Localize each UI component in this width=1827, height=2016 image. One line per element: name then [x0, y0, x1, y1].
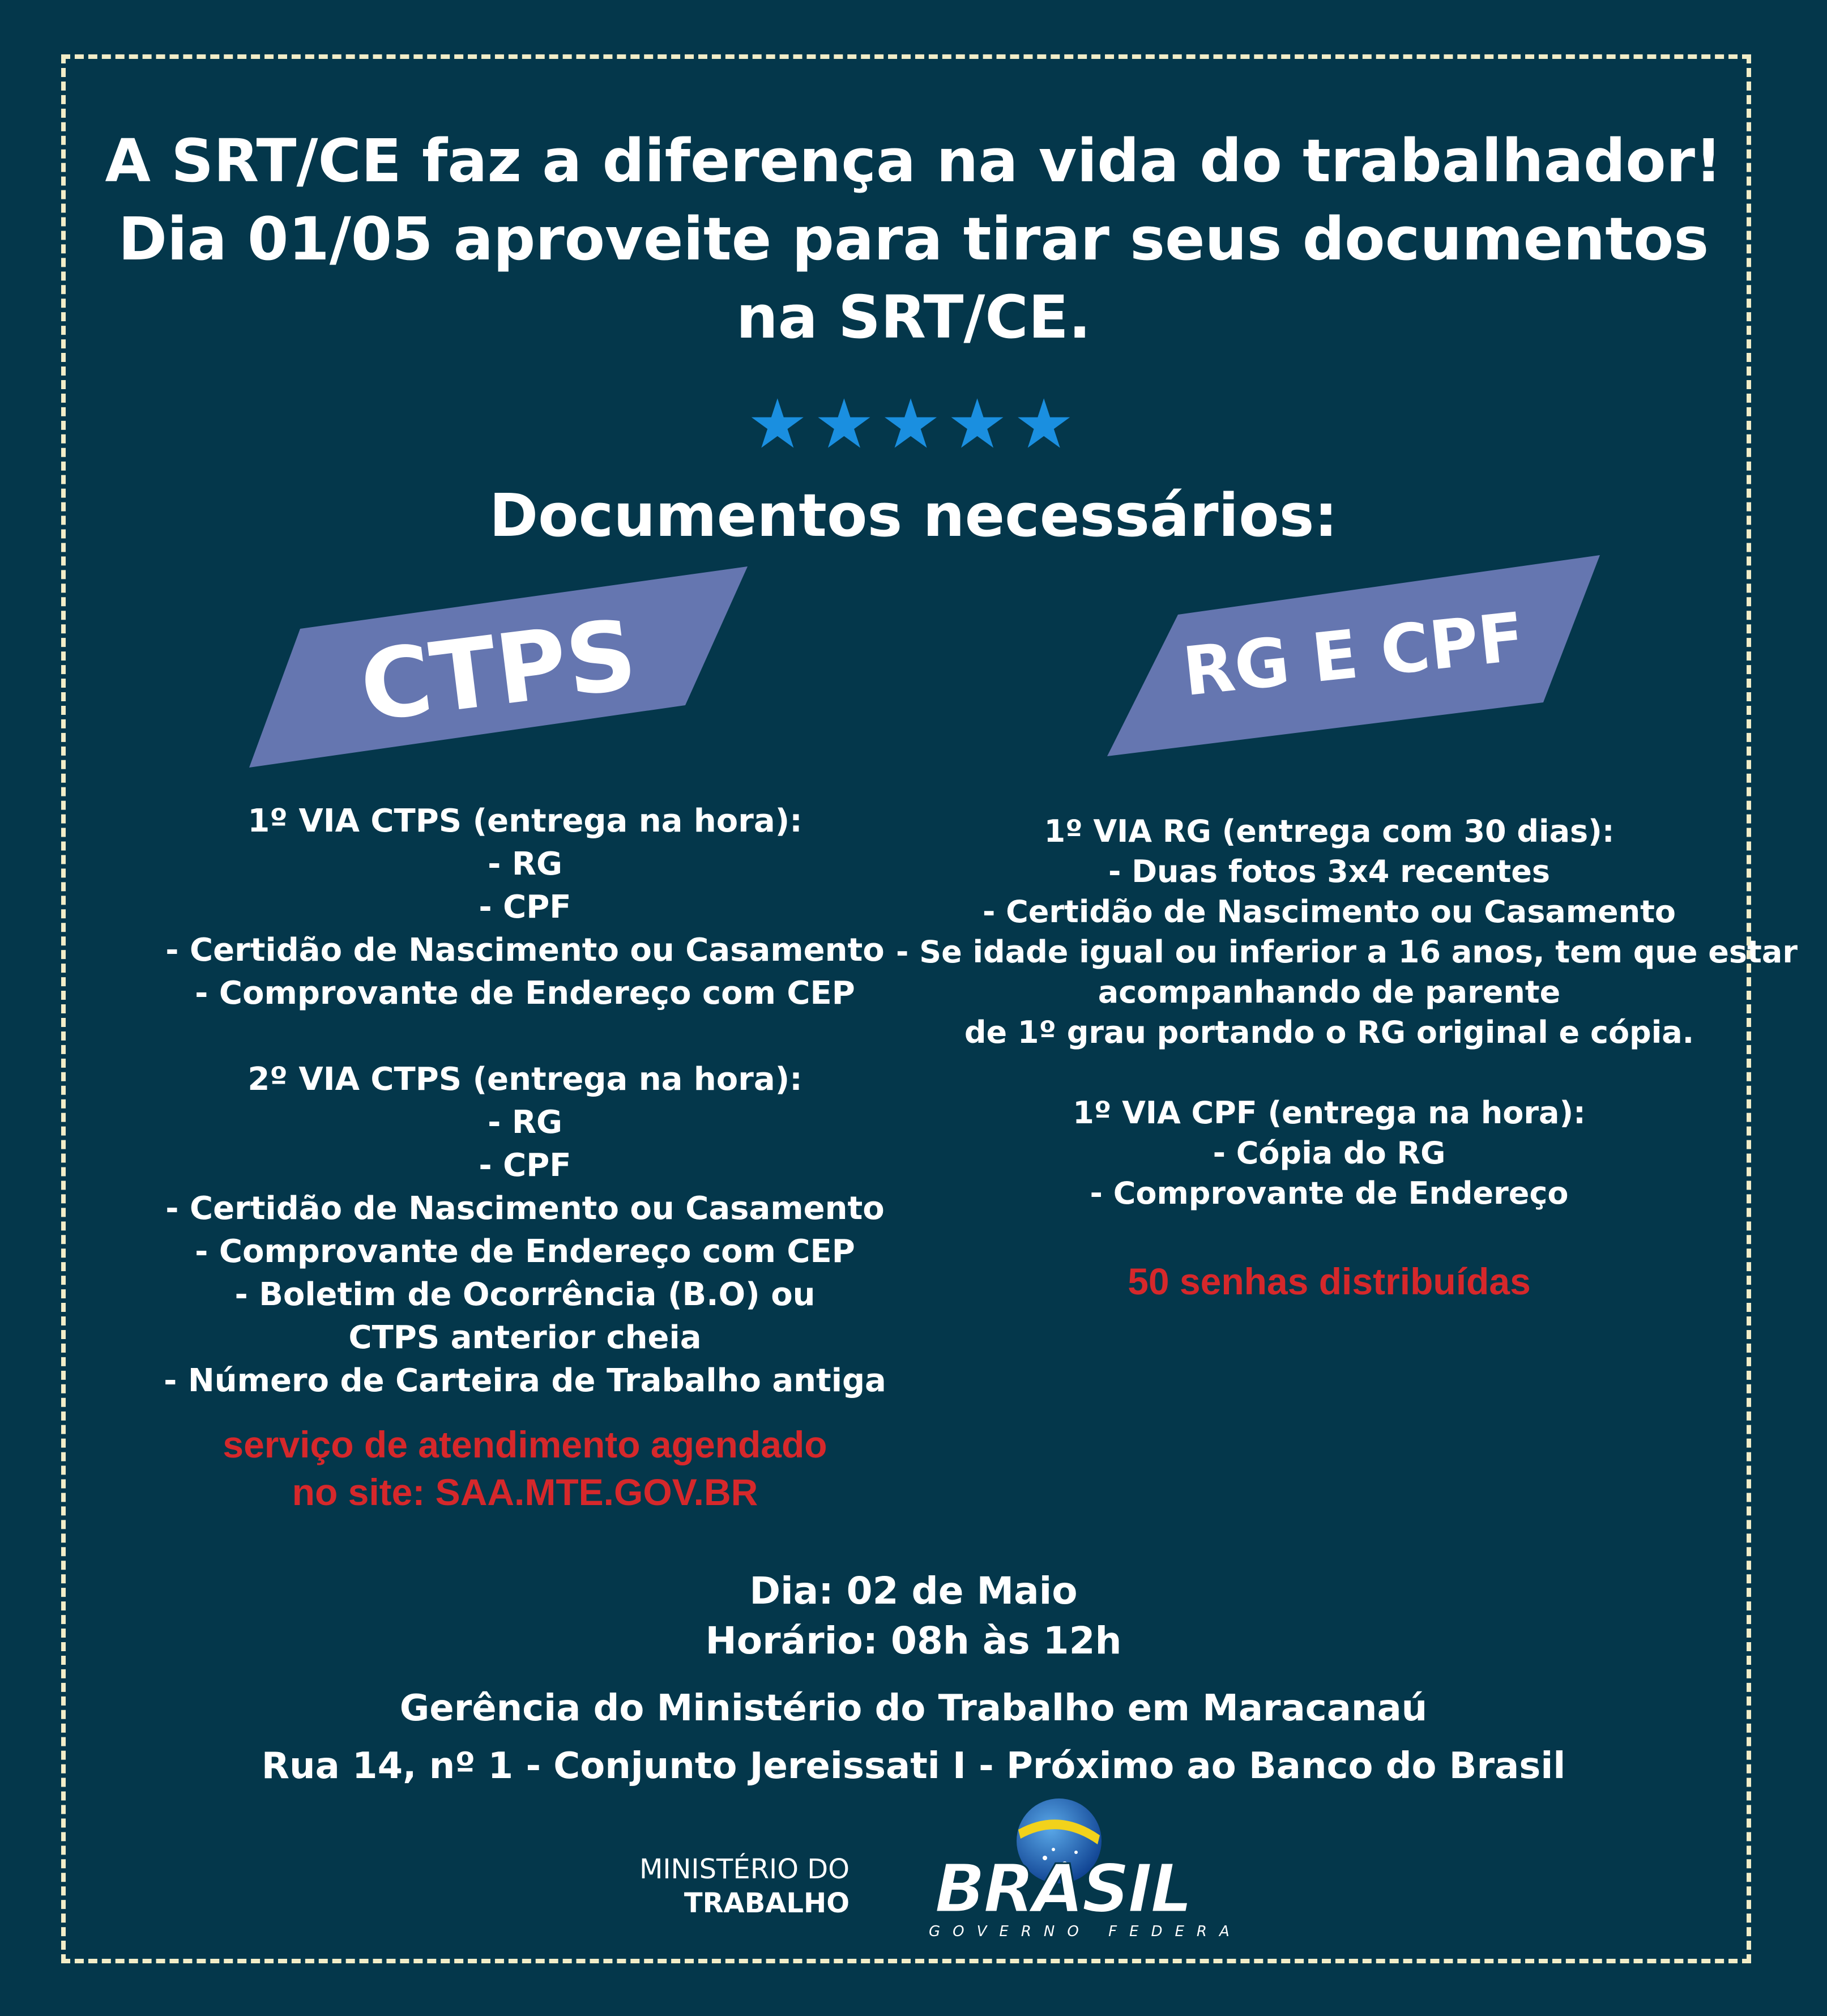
rg-item: acompanhando de parente — [1098, 974, 1561, 1010]
rg-item: de 1º grau portando o RG original e cópia. — [964, 1015, 1694, 1050]
ctps-via1-item: - Comprovante de Endereço com CEP — [195, 975, 855, 1012]
ctps-banner-label: CTPS — [354, 599, 643, 744]
ctps-via1-item: - RG — [488, 846, 562, 883]
rg-item: - Duas fotos 3x4 recentes — [1108, 854, 1550, 889]
headline-line-3: na SRT/CE. — [736, 283, 1091, 352]
rg-cpf-banner-label: RG E CPF — [1179, 597, 1528, 711]
cpf-item: - Cópia do RG — [1213, 1135, 1446, 1171]
ctps-note-line-2: no site: SAA.MTE.GOV.BR — [292, 1471, 758, 1513]
ctps-via2-item: - CPF — [479, 1147, 571, 1184]
star-rating: ★★★★★ — [747, 385, 1080, 464]
cpf-heading: 1º VIA CPF (entrega na hora): — [1073, 1095, 1586, 1131]
ctps-via2-item: - RG — [488, 1104, 562, 1141]
ctps-via2-item: - Certidão de Nascimento ou Casamento — [165, 1190, 885, 1227]
ministry-line-1: MINISTÉRIO DO — [639, 1853, 850, 1885]
schedule-hours: Horário: 08h às 12h — [705, 1619, 1122, 1663]
ctps-via2-heading: 2º VIA CTPS (entrega na hora): — [247, 1061, 802, 1098]
governo-federal-icon: GOVERNO FEDERAL — [929, 1923, 1240, 1940]
location — [0, 1680, 1827, 1795]
cpf-item: - Comprovante de Endereço — [1090, 1175, 1569, 1211]
ctps-via2-item: CTPS anterior cheia — [348, 1319, 702, 1356]
headline-line-1: A SRT/CE faz a diferença na vida do trabalhador! — [105, 126, 1722, 195]
ctps-requirements — [154, 800, 896, 1403]
location-office: Gerência do Ministério do Trabalho em Maracanaú — [399, 1687, 1428, 1729]
ctps-via2-item: - Boletim de Ocorrência (B.O) ou — [234, 1276, 816, 1313]
rg-cpf-tickets-note: 50 senhas distribuídas — [1128, 1260, 1531, 1302]
rg-item: - Certidão de Nascimento ou Casamento — [982, 894, 1676, 930]
documents-title: Documentos necessários: — [489, 481, 1338, 550]
ctps-via1-item: - CPF — [479, 889, 571, 926]
ctps-via2-item: - Número de Carteira de Trabalho antiga — [164, 1362, 886, 1399]
ctps-via1-heading: 1º VIA CTPS (entrega na hora): — [247, 803, 802, 839]
ctps-via2-item: - Comprovante de Endereço com CEP — [195, 1233, 855, 1270]
brasil-wordmark-icon: BRASIL — [934, 1849, 1191, 1928]
rg-cpf-banner — [1107, 555, 1600, 759]
brasil-government-logo — [900, 1796, 1240, 1945]
ctps-scheduling-note — [154, 1421, 896, 1516]
headline-line-2: Dia 01/05 aproveite para tirar seus documentos — [118, 204, 1709, 274]
schedule-day: Dia: 02 de Maio — [749, 1569, 1078, 1613]
rg-item: - Se idade igual ou inferior a 16 anos, tem que estar — [896, 934, 1798, 970]
schedule — [0, 1566, 1827, 1666]
location-address: Rua 14, nº 1 - Conjunto Jereissati I - Próximo ao Banco do Brasil — [261, 1745, 1566, 1787]
ctps-via1-item: - Certidão de Nascimento ou Casamento — [165, 932, 885, 969]
ministry-logo — [612, 1852, 850, 1920]
ctps-note-line-1: serviço de atendimento agendado — [223, 1423, 827, 1465]
rg-cpf-requirements — [896, 811, 1798, 1213]
ctps-banner — [249, 566, 748, 770]
headline — [0, 122, 1827, 356]
ministry-line-2: TRABALHO — [684, 1887, 850, 1919]
rg-heading: 1º VIA RG (entrega com 30 dias): — [1044, 813, 1615, 849]
brasil-logo-graphic — [900, 1796, 1240, 1943]
